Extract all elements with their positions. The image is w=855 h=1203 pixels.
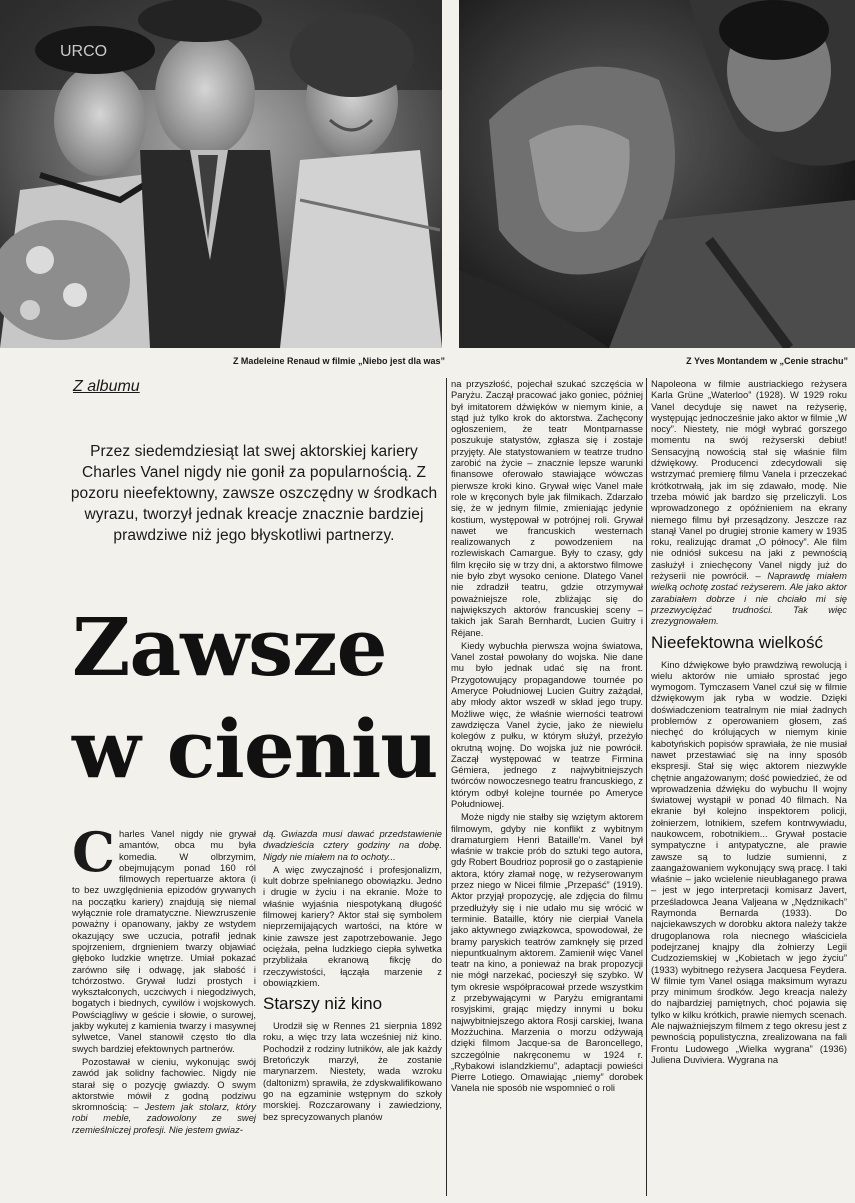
photo-madeleine-renaud bbox=[0, 0, 442, 348]
quote-text: dą. Gwiazda musi dawać przedstawienie dwadzieścia cztery godziny na dobę. Nigdy nie miałem na to ochoty... bbox=[263, 828, 442, 862]
paragraph: na przyszłość, pojechał szukać szczęścia w Paryżu. Zaczął pracować jako goniec, później był imitatorem dźwięków w niemym kinie, a stąd już tylko krok do aktorstwa. Zachęcony ogłoszeniem, że teatr Montparnasse poszukuje statystów, zgłasza się i zostaje przyjęty. Ale statystowaniem w teatrze trudno zarobić na życie – znacznie lepsze warunki finansowe oferowało stawiające wówczas pierwsze kroki kino. Grywał więc Vanel małe role w kręconych byle jak filmikach. Zdarzało się, że w jednym filmie, zmieniając jedynie kostium, występował w potrójnej roli. Grywał nawet we francuskich westernach realizowanych z powodzeniem na rozlewiskach Camargue. Były to czasy, gdy film kręciło się w trzy dni, a aktorstwo filmowe nie było zbyt wysoko cenione. Dlatego Vanel nie zdradził teatru, gdzie otrzymywał poważniejsze role, zbliżając się do największych aktorów francuskiej sceny – takich jak Sarah Bernhardt, Lucien Guitry i Réjane. bbox=[451, 378, 643, 638]
paragraph bbox=[651, 378, 847, 627]
drop-cap: C bbox=[72, 820, 115, 884]
photo-image bbox=[459, 0, 855, 348]
paragraph-text: Napoleona w filmie austriackiego reżysera Karla Grüne „Waterloo” (1928). W 1929 roku Vanel decyduje się nawet na reżyserię, występując jednocześnie jako aktor w filmie „W nocy”. Niestety, nie mógł wybrać gorszego momentu na swój reżyserski debiut! Sensacyjną nowością stał się właśnie film dźwiękowy. Producenci zdecydowali się wstrzymać premierę filmu Vanela i przeczekać krótkotrwałą, jak im się zdawało, modę. Nie trzeba mówić jak bardzo się przeliczyli. Los wprowadzonego z opóźnieniem na ekrany niemego filmu był przesądzony. Jeszcze raz stanął Vanel po drugiej stronie kamery w 1935 roku, realizując dramat „O północy”. Ale film nie odniósł sukcesu na jaki z pewnością zasłużył i zniechęcony Vanel nigdy już do reżyserii nie powrócił. – bbox=[651, 378, 847, 582]
subheading: Starszy niż kino bbox=[263, 994, 383, 1014]
paragraph bbox=[72, 1056, 256, 1135]
text-column-2 bbox=[263, 828, 442, 1124]
paragraph: Kino dźwiękowe było prawdziwą rewolucją i wielu aktorów nie umiało sprostać jego wymogom. Tymczasem Vanel czuł się w filmie dźwiękowym jak ryba w wodzie. Dzięki doświadczeniom teatralnym nie miał żadnych problemów z operowaniem głosem, zaś niechęć do królujących w niemym kinie kabotyńskich popisów sprawiała, że nie musiał nawet przestawiać się na inny sposób ekspresji. Stał się więc aktorem niezwykle chętnie angażowanym; dość powiedzieć, że od wprowadzenia dźwięku do wybuchu II wojny światowej wystąpił w ponad 40 filmach. Na ekranie był kolejno inspektorem policji, żołnierzem, lotnikiem, szefem kontrwywiadu, naukowcem, robotnikiem... Grywał postacie sympatyczne i antypatyczne, ale prawie zawsze są to ludzie sumienni, z zaangażowaniem wykonujący swą pracę. I taki właśnie – jako wcielenie nieubłaganego prawa – jest w jego interpretacji komisarz Javert, prześladowca Jeana Valjeana w „Nędznikach” Raymonda Bernarda (1933). Do najciekawszych w dorobku aktora należy także drugoplanowa rola niecnego właściciela podejrzanej knajpy dla żołnierzy Legii Cudzoziemskiej w „Kobietach w jego życiu” (1933) wybitnego reżysera Jacquesa Feydera. W filmie tym Vanel osiąga maksimum wyrazu przy minimum środków. Jego kreacja należy do najbardziej pamiętnych, choć pojawia się tylko w kilku krótkich, prawie niemych scenach. Ale najważniejszym filmem z tego okresu jest z pewnością populistyczna, zrealizowana na fali Frontu Ludowego „Wielka wygrana” (1936) Juliena Duviviera. Wygrana na bbox=[651, 658, 847, 1065]
column-rule bbox=[446, 378, 447, 1196]
quote-text: Naprawdę miałem wielką ochotę zostać reżyserem. Ale jako aktor zarabiałem dobrze i nie chciało mi się przezwyciężać trudności. Tak więc zrezygnowałem. bbox=[651, 570, 847, 627]
caption-right: Z Yves Montandem w „Cenie strachu” bbox=[686, 356, 848, 366]
text-column-1 bbox=[72, 820, 256, 1137]
paragraph bbox=[72, 820, 256, 1054]
text-column-4 bbox=[651, 378, 847, 1067]
paragraph bbox=[263, 828, 442, 862]
paragraph: A więc zwyczajność i profesjonalizm, kult dobrze spełnianego obowiązku. Jedno i drugie w życiu i na ekranie. Może to właśnie wyjaśnia niespotykaną długość filmowej kariery? Aktor stał się symbolem nieprzemijających wartości, na które w kinie zawsze jest zapotrzebowanie. Jego ociężała, pełna ludzkiego ciepła sylwetka przybliżała ekranową fikcję do rzeczywistości, łącząła marzenie z obowiązkiem. bbox=[263, 863, 442, 988]
column-rule bbox=[646, 378, 647, 1196]
article-title bbox=[72, 596, 442, 800]
caption-left: Z Madeleine Renaud w filmie „Niebo jest dla was” bbox=[232, 356, 445, 366]
photo-yves-montand bbox=[459, 0, 855, 348]
subheading: Nieefektowna wielkość bbox=[651, 632, 823, 652]
quote-text: Jestem jak stolarz, który robi meble, zadowolony ze swej rzemieślniczej profesji. Nie jestem gwiaz- bbox=[72, 1101, 256, 1135]
section-label: Z albumu bbox=[73, 378, 140, 395]
paragraph: Urodził się w Rennes 21 sierpnia 1892 roku, a więc trzy lata wcześniej niż kino. Pochodził z rodziny lutników, ale jak każdy Bretończyk marzył, że zostanie marynarzem. Niestety, wada wzroku (daltonizm) sprawiła, że zdyskwalifikowano go na egzaminie wstępnym do szkoły morskiej. Rozczarowany i zawiedziony, bez sprecyzowanych planów bbox=[263, 1020, 442, 1122]
paragraph-text: Pozostawał w cieniu, wykonując swój zawód jak solidny fachowiec. Nigdy nie starał się o pozycję gwiazdy. O swym aktorstwie mówił z godną podziwu skromnością: – bbox=[72, 1055, 256, 1113]
paragraph: Może nigdy nie stałby się wziętym aktorem filmowym, gdyby nie konflikt z wybitnym dramaturgiem Henri Bataille'm. Vanel był właśnie w trakcie prób do sztuki tego autora, gdy Robert Boudrioz poprosił go o zastąpienie aktora, który złamał nogę, w reżyserowanym przez niego w Nicei filmie „Przepaść” (1919). Aktor przyjął propozycję, ale zdjęcia do filmu przedłużyły się i nie udało mu się wrócić w terminie. Bataille, który nie cierpiał Vanela jako aktywnego związkowca, spowodował, że bramy paryskich teatrów zamknęły się przed niepuntkualnym aktorem. Zamienił więc Vanel teatr na kino, a ponieważ na brak propozycji nie mógł narzekać, pocieszył się szybko. W tym okresie współpracował przede wszystkim z przebywającymi w Paryżu emigrantami rosyjskimi, grając między innymi u boku najwybitniejszego aktora Rosji carskiej, Iwana Mozżuchina. Marzenia o morzu odżywają dzięki filmom Jacque-sa de Baroncellego, szczególnie nakręconemu w 1924 r. „Rybakowi islandzkiemu”, adaptacji powieści Pierre Lotiego. Omawiając „niemy” dorobek Vanela nie sposób nie wspomnieć o roli bbox=[451, 811, 643, 1094]
paragraph-text: harles Vanel nigdy nie grywał amantów, obca mu była komedia. W olbrzymim, obejmującym ponad 160 ról filmowych repertuarze aktora (i to bez uwzględnienia epizodów grywanych na początku kariery) znajdują się niemal wyłącznie role dramatyczne. Niewzruszenie poważny i opanowany, jakby ze wstydem okazujący swe uczucia, potrafił jednak spojrzeniem, drgnieniem twarzy objawiać głęboko ludzkie wnętrze. Umiał pokazać zarówno siłę i odwagę, jak słabość i tchórzostwo. Grywał ludzi prostych i wykształconych, uczciwych i niegodziwych, bogatych i biednych, cywilów i wojskowych. Powściągliwy w geście i słowie, o surowej, jakby wykutej z kamienia twarzy i masywnej sylwetce, Vanel stanowił często tło dla swych bardziej efektownych partnerów. bbox=[72, 828, 256, 1054]
paragraph: Kiedy wybuchła pierwsza wojna światowa, Vanel został powołany do wojska. Nie dane mu było jednak udać się na front. Przygotowujący propagandowe tournée po Ameryce Południowej Lucien Guitry zażądał, aby młody aktor wszedł w skład jego trupy. Możliwe więc, że właśnie wierności teatrowi zawdzięcza Vanel życie, jako że niewielu kolegów z pułku, w którym służył, przeżyło okrutną wojnę. Do wojska już nie powrócił. Zaczął występować w teatrze Firmina Gémiera, jednego z najwybitniejszych twórców nowoczesnego teatru francuskiego, z którym odbył kolejne tournée po Ameryce Południowej. bbox=[451, 639, 643, 809]
title-line-1: Zawsze bbox=[72, 600, 387, 694]
text-column-3 bbox=[451, 378, 643, 1096]
cap-lettering: URCO bbox=[60, 43, 108, 60]
title-line-2: w cieniu bbox=[72, 702, 438, 796]
photo-image bbox=[0, 0, 442, 348]
lead-paragraph: Przez siedemdziesiąt lat swej aktorskiej kariery Charles Vanel nigdy nie gonił za popularnością. Z pozoru nieefektowny, zawsze oszczędny w środkach wyrazu, tworzył jednak kreacje znacznie bardziej prawdziwe niż jego błyskotliwi partnerzy. bbox=[70, 443, 438, 544]
